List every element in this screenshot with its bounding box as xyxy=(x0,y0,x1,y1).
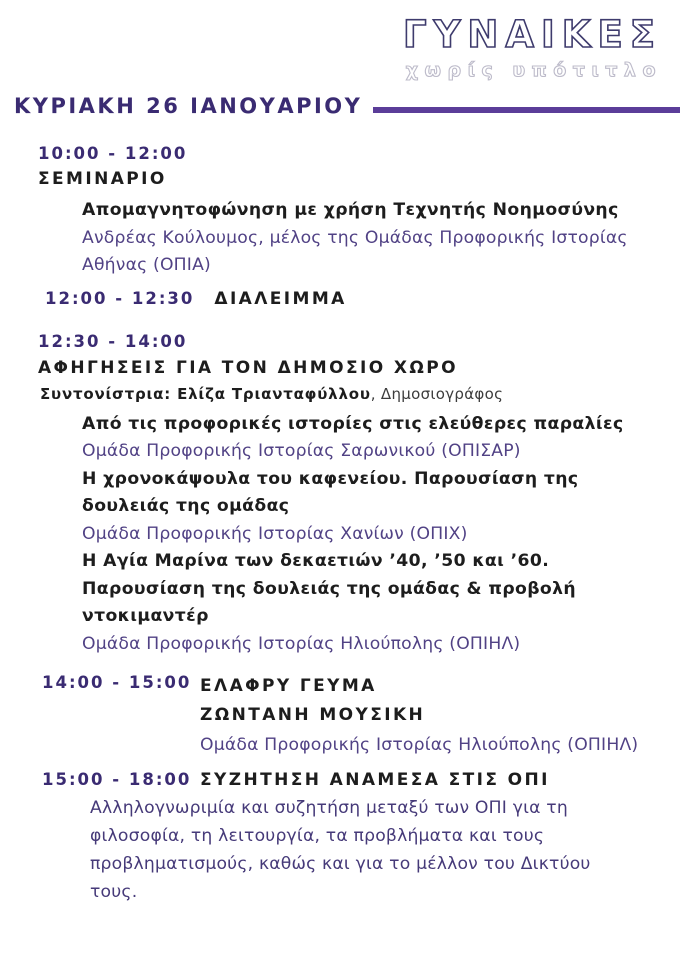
narratives-time: 12:30 - 14:00 xyxy=(38,331,188,351)
live-music-title: ΖΩΝΤΑΝΗ ΜΟΥΣΙΚΗ xyxy=(200,705,426,725)
logo xyxy=(403,14,662,81)
logo-tagline: χωρίς υπότιτλο xyxy=(405,58,662,81)
narratives-category: ΑΦΗΓΗΣΕΙΣ ΓΙΑ ΤΟΝ ΔΗΜΟΣΙΟ ΧΩΡΟ xyxy=(38,357,458,378)
break-time: 12:00 - 12:30 xyxy=(45,288,195,308)
moderator-role: , Δημοσιογράφος xyxy=(370,384,504,403)
moderator-line xyxy=(40,384,680,404)
break-row xyxy=(45,288,680,310)
lunch-title: ΕΛΑΦΡΥ ΓΕΥΜΑ xyxy=(200,676,377,696)
talk-speaker: Ομάδα Προφορικής Ιστορίας Ηλιούπολης (ΟΠΙΗΛ) xyxy=(82,633,521,654)
break-title: ΔΙΑΛΕΙΜΜΑ xyxy=(214,288,347,309)
narratives-talk xyxy=(82,548,628,658)
seminar-talk xyxy=(82,197,628,280)
seminar-category: ΣΕΜΙΝΑΡΙΟ xyxy=(38,169,167,189)
page-title: ΚΥΡΙΑΚΗ 26 ΙΑΝΟΥΑΡΙΟΥ xyxy=(14,94,363,118)
talk-speaker: Ομάδα Προφορικής Ιστορίας Χανίων (ΟΠΙΧ) xyxy=(82,523,468,544)
talk-title: Από τις προφορικές ιστορίες στις ελεύθερες παραλίες xyxy=(82,413,624,434)
divider-line xyxy=(373,107,680,113)
lunch-details xyxy=(200,672,638,759)
discussion-description: Αλληλογνωριμία και συζητήση μεταξύ των ΟΠΙ για τη φιλοσοφία, τη λειτουργία, τα προβλήματα και τους προβληματισμούς, καθώς και για το μέλλον του Δικτύου τους. xyxy=(90,798,591,902)
discussion-row xyxy=(42,769,680,791)
narratives-talk xyxy=(82,411,628,466)
narratives-talk xyxy=(82,466,628,549)
talk-speaker: Ομάδα Προφορικής Ιστορίας Σαρωνικού (ΟΠΙΣΑΡ) xyxy=(82,441,521,461)
talk-speaker: Ανδρέας Κούλουμος, μέλος της Ομάδας Προφορικής Ιστορίας Αθήνας (ΟΠΙΑ) xyxy=(82,227,628,275)
talk-title: Η Αγία Μαρίνα των δεκαετιών ’40, ’50 και ’60. Παρουσίαση της δουλειάς της ομάδας & προβολή ντοκιμαντέρ xyxy=(82,551,577,626)
talk-title: Απομαγνητοφώνηση με χρήση Τεχνητής Νοημοσύνης xyxy=(82,200,619,220)
moderator-name: Συντονίστρια: Ελίζα Τριανταφύλλου xyxy=(40,384,371,403)
discussion-title: ΣΥΖΗΤΗΣΗ ΑΝΑΜΕΣΑ ΣΤΙΣ ΟΠΙ xyxy=(200,770,550,790)
lunch-time: 14:00 - 15:00 xyxy=(42,673,192,692)
lunch-row xyxy=(42,672,680,759)
discussion-time: 15:00 - 18:00 xyxy=(42,770,192,789)
schedule xyxy=(0,140,680,906)
lunch-speaker: Ομάδα Προφορικής Ιστορίας Ηλιούπολης (ΟΠΙΗΛ) xyxy=(200,735,639,755)
logo-wordmark: ΓΥΝΑΙΚΕΣ xyxy=(403,13,662,56)
talk-title: Η χρονοκάψουλα του καφενείου. Παρουσίαση της δουλειάς της ομάδας xyxy=(82,468,579,516)
seminar-time: 10:00 - 12:00 xyxy=(38,144,188,163)
